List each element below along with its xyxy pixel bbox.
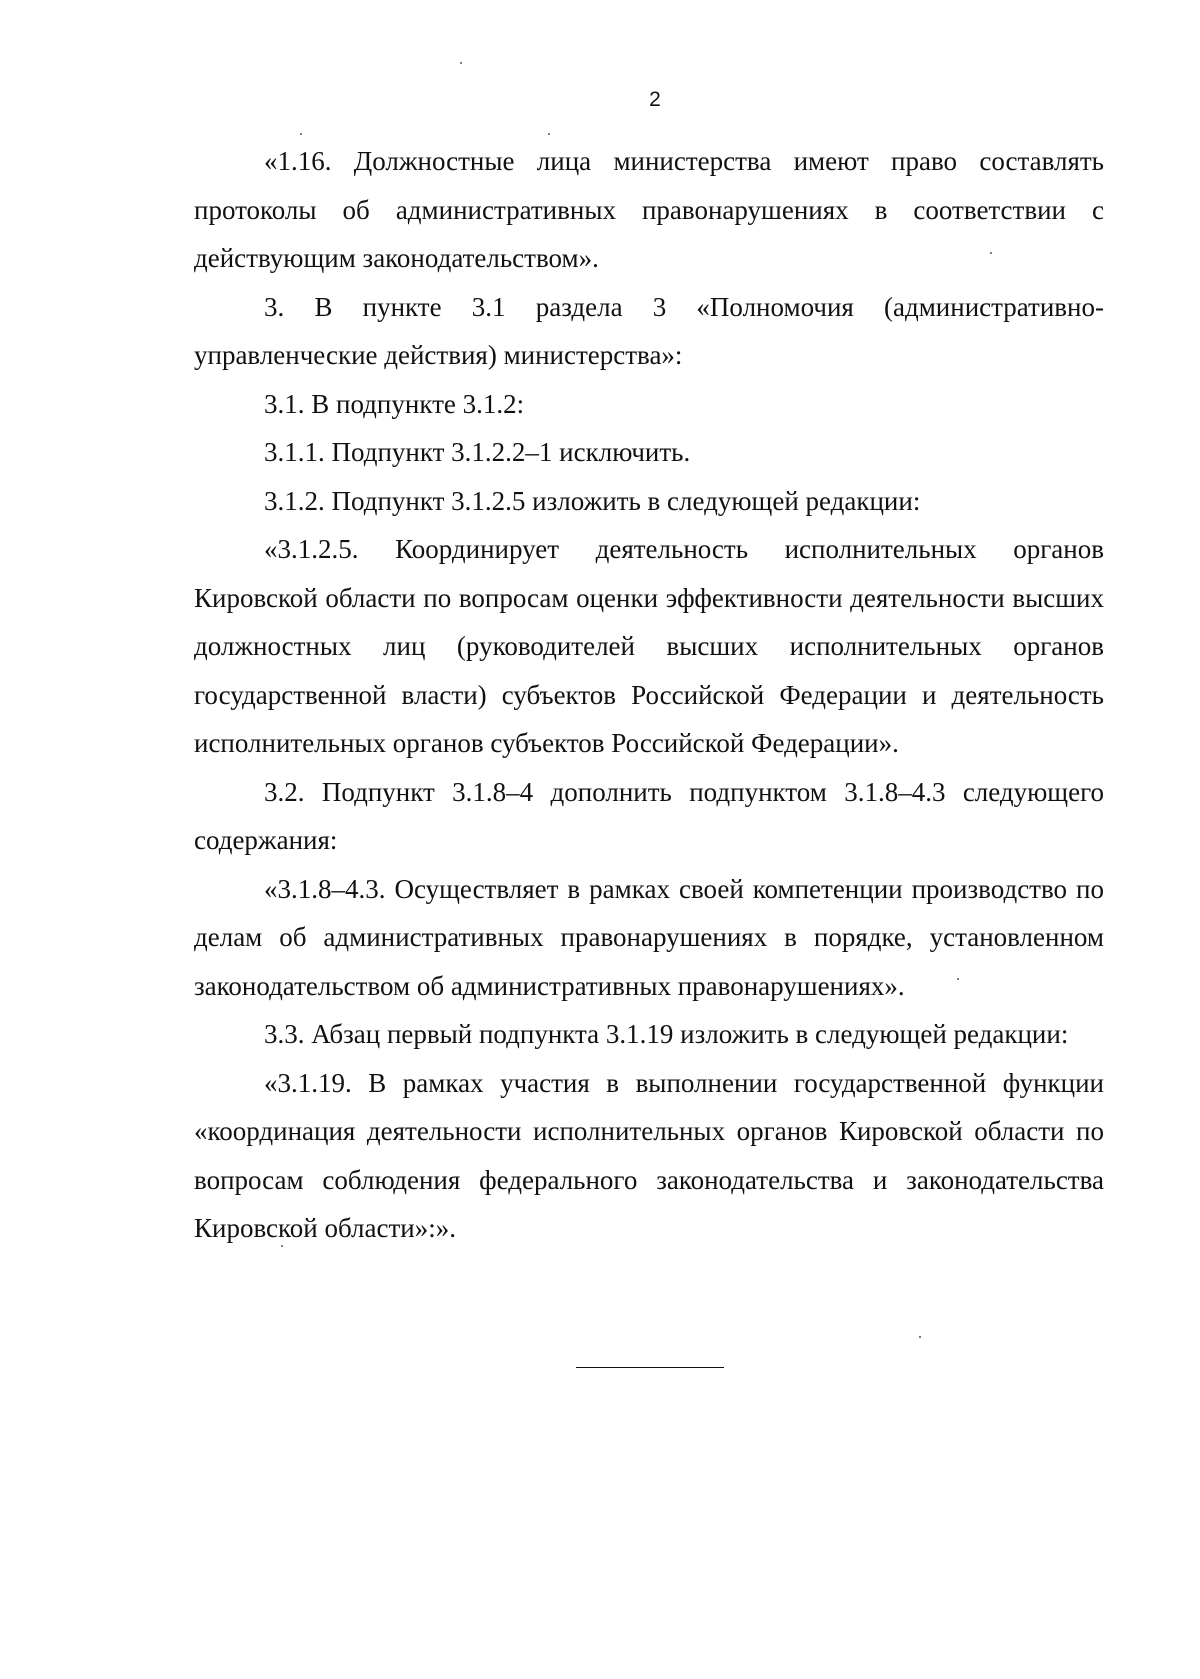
paragraph-3-2: 3.2. Подпункт 3.1.8–4 дополнить подпунктом 3.1.8–4.3 следующего содержания:	[194, 776, 1104, 855]
paragraph-1-16: «1.16. Должностные лица министерства имеют право составлять протоколы об административных правонарушениях в соответствии с действующим законодательством».	[194, 146, 1104, 273]
paragraph-3-1: 3.1. В подпункте 3.1.2:	[264, 388, 525, 419]
closing-separator-line	[576, 1367, 724, 1368]
paragraph-3: 3. В пункте 3.1 раздела 3 «Полномочия (административно-управленческие действия) министерства»:	[194, 291, 1104, 370]
scan-speck	[919, 1336, 921, 1338]
scan-speck	[300, 133, 302, 135]
paragraph-3-1-2: 3.1.2. Подпункт 3.1.2.5 изложить в следующей редакции:	[264, 485, 921, 516]
paragraph-3-1-2-5-quote: «3.1.2.5. Координирует деятельность исполнительных органов Кировской области по вопросам оценки эффективности деятельности высших должностных лиц (руководителей высших исполнительных органов государственной власти) субъектов Российской Федерации и деятельность исполнительных органов субъектов Российской Федерации».	[194, 534, 1104, 758]
paragraph-3-1-8-4-3-quote: «3.1.8–4.3. Осуществляет в рамках своей компетенции производство по делам об административных правонарушениях в порядке, установленном законодательством об административных правонарушениях».	[194, 873, 1104, 1001]
scan-speck	[990, 252, 992, 254]
page-number: 2	[649, 88, 661, 111]
paragraph-3-3: 3.3. Абзац первый подпункта 3.1.19 изложить в следующей редакции:	[264, 1019, 1069, 1049]
scan-speck	[548, 133, 550, 135]
scan-speck	[957, 978, 959, 980]
paragraph-3-1-1: 3.1.1. Подпункт 3.1.2.2–1 исключить.	[264, 437, 691, 467]
paragraph-3-1-19-quote: «3.1.19. В рамках участия в выполнении государственной функции «координация деятельности исполнительных органов Кировской области по вопросам соблюдения федерального законодательства и законодательства Кировской области»:».	[194, 1067, 1104, 1243]
scan-speck	[281, 1245, 283, 1247]
scan-speck	[460, 62, 462, 64]
document-body	[194, 137, 1104, 1253]
